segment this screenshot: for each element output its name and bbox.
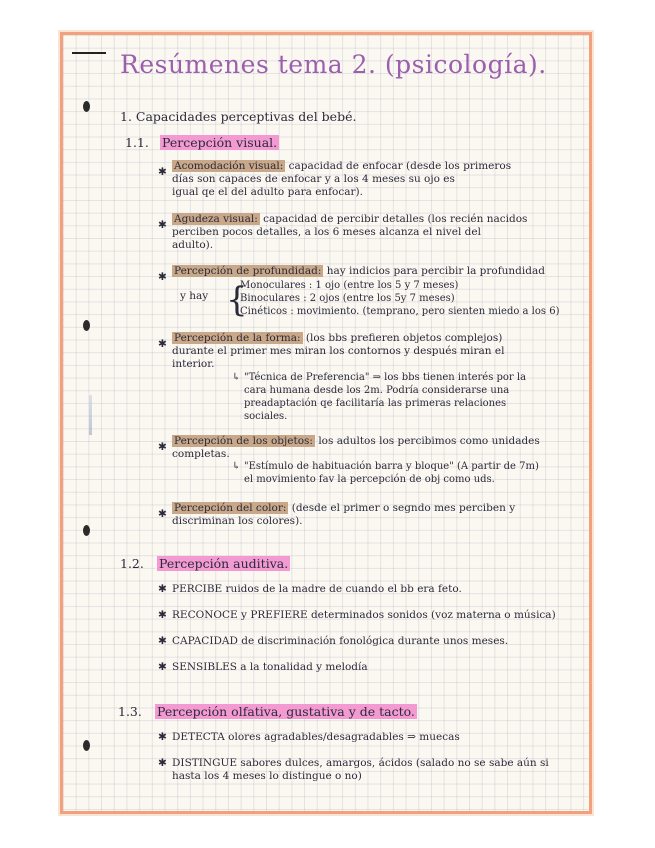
pen-mark [89,395,92,435]
term-label: Percepción de profundidad: [174,265,322,277]
bullet-star-icon: ✱ [158,338,167,350]
list-item: CAPACIDAD de discriminación fonológica durante unos meses. [172,635,509,647]
bullet-line: Percepción del color: (desde el primer o segndo mes perciben y [174,502,516,514]
section-1-2-heading: Percepción auditiva. [159,556,289,571]
bullet-line: discriminan los colores). [172,515,303,527]
bullet-star-icon: ✱ [158,731,167,743]
binder-hole [83,740,90,751]
term-label: Acomodación visual: [174,160,284,172]
bullet-line: interior. [172,358,215,370]
bullet-line: perciben pocos detalles, a los 6 meses alcanza el nivel del [172,226,481,238]
sub-note-line: el movimiento fav la percepción de obj como uds. [244,474,495,485]
bullet-line: Percepción de profundidad: hay indicios para percibir la profundidad [174,265,545,277]
list-item: DETECTA olores agradables/desagradables ⇒ muecas [172,731,460,743]
bullet-line: igual qe el del adulto para enfocar). [172,186,363,198]
sub-arrow-icon: ↳ [232,372,241,383]
bullet-line: durante el primer mes miran los contornos y después miran el [172,345,505,357]
bullet-star-icon: ✱ [158,583,167,595]
page-title: Resúmenes tema 2. (psicología). [120,50,547,79]
bullet-star-icon: ✱ [158,609,167,621]
section-1-2-number: 1.2. [120,556,144,571]
sub-note-line: cara humana desde los 2m. Podría considerarse una [244,385,510,396]
bullet-star-icon: ✱ [158,166,167,178]
bullet-star-icon: ✱ [158,271,167,283]
sub-note-line: "Estímulo de habituación barra y bloque" (A partir de 7m) [244,461,539,472]
sub-arrow-icon: ↳ [232,461,241,472]
section-1-1-heading: Percepción visual. [162,135,278,150]
bullet-line: completas. [172,448,230,460]
list-item: RECONOCE y PREFIERE determinados sonidos (voz materna o música) [172,609,556,621]
depth-cue-line: Binoculares : 2 ojos (entre los 5y 7 meses) [240,293,455,304]
binder-hole [83,320,90,331]
bullet-star-icon: ✱ [158,635,167,647]
top-edge-mark [72,52,106,54]
bullet-line: días son capaces de enfocar y a los 4 meses su ojo es [172,173,455,185]
binder-hole [83,101,90,112]
bullet-line: Percepción de los objetos: los adultos los percibimos como unidades [174,435,540,447]
curly-brace-icon: { [226,280,248,320]
section-1-heading: 1. Capacidades perceptivas del bebé. [120,109,357,124]
bullet-star-icon: ✱ [158,661,167,673]
bullet-line: Agudeza visual: capacidad de percibir detalles (los recién nacidos [174,213,528,225]
depth-cue-line: Monoculares : 1 ojo (entre los 5 y 7 meses) [240,280,459,291]
depth-cue-line: Cinéticos : movimiento. (temprano, pero sienten miedo a los 6) [240,306,560,317]
section-1-3-number: 1.3. [118,704,142,719]
bullet-line: Acomodación visual: capacidad de enfocar (desde los primeros [174,160,512,172]
list-item: SENSIBLES a la tonalidad y melodía [172,661,368,673]
bullet-line: Percepción de la forma: (los bbs prefieren objetos complejos) [174,332,503,344]
section-1-3-heading: Percepción olfativa, gustativa y de tacto. [157,704,415,719]
term-label: Percepción del color: [174,502,287,514]
bullet-star-icon: ✱ [158,219,167,231]
list-item: DISTINGUE sabores dulces, amargos, ácidos (salado no se sabe aún si [172,757,549,769]
term-label: Percepción de la forma: [174,332,301,344]
bullet-line: y hay [180,290,209,302]
list-item: hasta los 4 meses lo distingue o no) [172,770,362,782]
sub-note-line: preadaptación qe facilitaría las primeras relaciones [244,398,507,409]
bullet-star-icon: ✱ [158,508,167,520]
bullet-star-icon: ✱ [158,441,167,453]
bullet-line: adulto). [172,239,214,251]
term-label: Percepción de los objetos: [174,435,313,447]
section-1-1-number: 1.1. [125,135,149,150]
binder-hole [83,525,90,536]
list-item: PERCIBE ruidos de la madre de cuando el bb era feto. [172,583,462,595]
bullet-star-icon: ✱ [158,757,167,769]
sub-note-line: "Técnica de Preferencia" ⇒ los bbs tienen interés por la [244,372,527,383]
term-label: Agudeza visual: [174,213,258,225]
sub-note-line: sociales. [244,411,288,422]
